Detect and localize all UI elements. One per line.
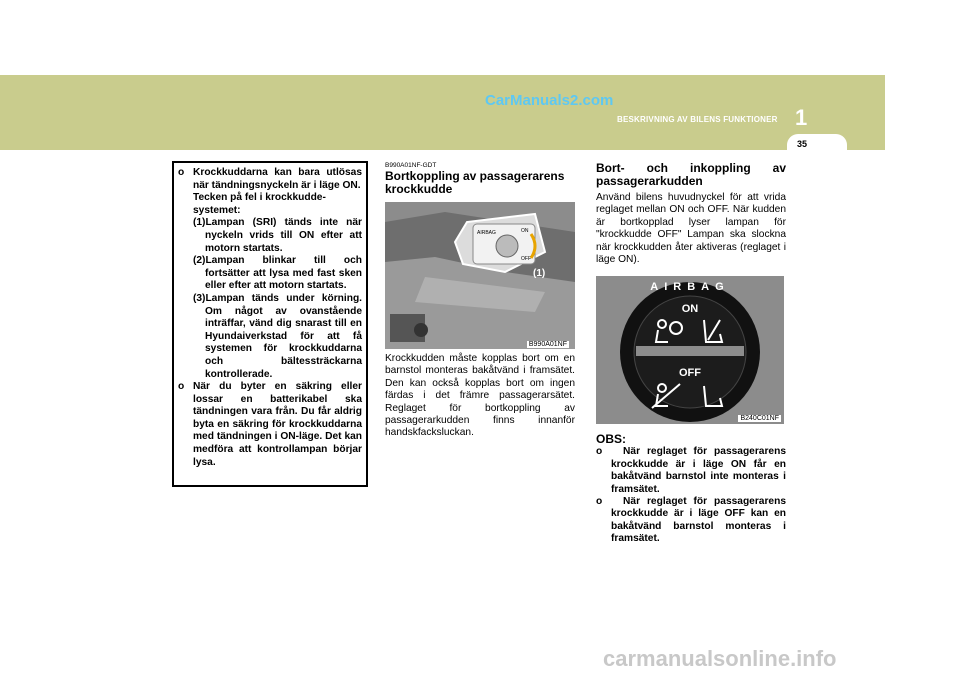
bullet: o xyxy=(178,381,185,393)
warning-item xyxy=(178,167,362,381)
warning-item xyxy=(178,381,362,469)
switch-airbag-label: AIRBAG xyxy=(477,230,496,236)
page-tab xyxy=(787,134,847,156)
obs-text: När reglaget för passagerarens krockkudde är i läge OFF kan en bakåtvänd barnstol monteras i framsätet. xyxy=(611,496,786,545)
warning-box xyxy=(172,161,368,487)
right-body: Använd bilens huvudnyckel för att vrida reglaget mellan ON och OFF. När kudden är bortkopplad lyser lampan för "krockkudde OFF" Lampan ska slockna när krockkudden åter aktiveras (reglaget i läge ON). xyxy=(596,192,786,266)
middle-column xyxy=(385,162,575,440)
ring-text: AIRBAG xyxy=(650,281,730,294)
obs-title: OBS: xyxy=(596,432,626,447)
switch-on-label: ON xyxy=(521,228,529,234)
section-code: B990A01NF-GDT xyxy=(385,162,437,169)
right-column xyxy=(596,162,786,546)
switch-off-label: OFF xyxy=(521,256,531,262)
brand-link[interactable]: CarManuals2.com xyxy=(485,92,614,109)
obs-item xyxy=(596,446,786,496)
warning-sub-item: (3)Lampan tänds under körning. Om något av ovanstående inträffar, vänd dig snarast till en Hyundaiverkstad för att få systemen för krockkuddarna och bältessträckarna kontrollerade. xyxy=(193,292,362,380)
chapter-number: 1 xyxy=(795,105,808,130)
image-code: B240C01NF xyxy=(740,415,779,423)
warning-sub-item: (1)Lampan (SRI) tänds inte när nyckeln vrids till ON efter att motorn startats. xyxy=(193,217,362,254)
obs-item xyxy=(596,496,786,546)
photo-code: B990A01NF xyxy=(528,341,567,348)
section-heading: Bortkoppling av passagerarens krockkudde xyxy=(385,169,565,196)
off-label: OFF xyxy=(679,367,701,380)
bullet: o xyxy=(178,167,185,178)
page-number: 35 xyxy=(797,139,808,149)
obs-text: När reglaget för passagerarens krockkudde är i läge ON får en bakåtvänd barnstol inte monteras i framsätet. xyxy=(611,446,786,495)
callout-label: (1) xyxy=(533,268,546,279)
warning-sub-item: (2)Lampan blinkar till och fortsätter att lysa med fast sken eller efter att motorn startats. xyxy=(193,255,362,292)
airbag-indicator-illustration xyxy=(596,276,784,424)
right-heading: Bort- och inkoppling av passagerarkudden xyxy=(596,161,786,188)
bullet: o xyxy=(596,446,603,458)
on-label: ON xyxy=(681,303,699,316)
warning-intro: Krockkuddarna kan bara utlösas när tändningsnyckeln är i läge ON. xyxy=(193,167,362,191)
header-band xyxy=(0,75,885,150)
warning-intro: När du byter en säkring eller lossar en batterikabel ska tändningen vara från. Du får aldrig byta en säkring för krockkuddarna med tändningen i ON-läge. Det kan medföra att kontrollampan börjar lysa. xyxy=(193,381,362,468)
airbag-indicator-image xyxy=(596,276,784,424)
bullet: o xyxy=(596,496,603,508)
glovebox-photo xyxy=(385,202,575,349)
footer-watermark: carmanualsonline.info xyxy=(603,646,837,671)
section-body: Krockkudden måste kopplas bort om en barnstol monteras bakåtvänd i framsätet. Den kan också kopplas bort om ingen färdas i det främre passagerarsätet. Reglaget för bortkoppling av passagerarkudden finns innanför handskfacksluckan. xyxy=(385,353,575,439)
glovebox-illustration xyxy=(385,202,575,349)
warning-sub-intro: Tecken på fel i krockkudde-systemet: xyxy=(193,192,326,216)
section-title: BESKRIVNING AV BILENS FUNKTIONER xyxy=(617,115,778,124)
